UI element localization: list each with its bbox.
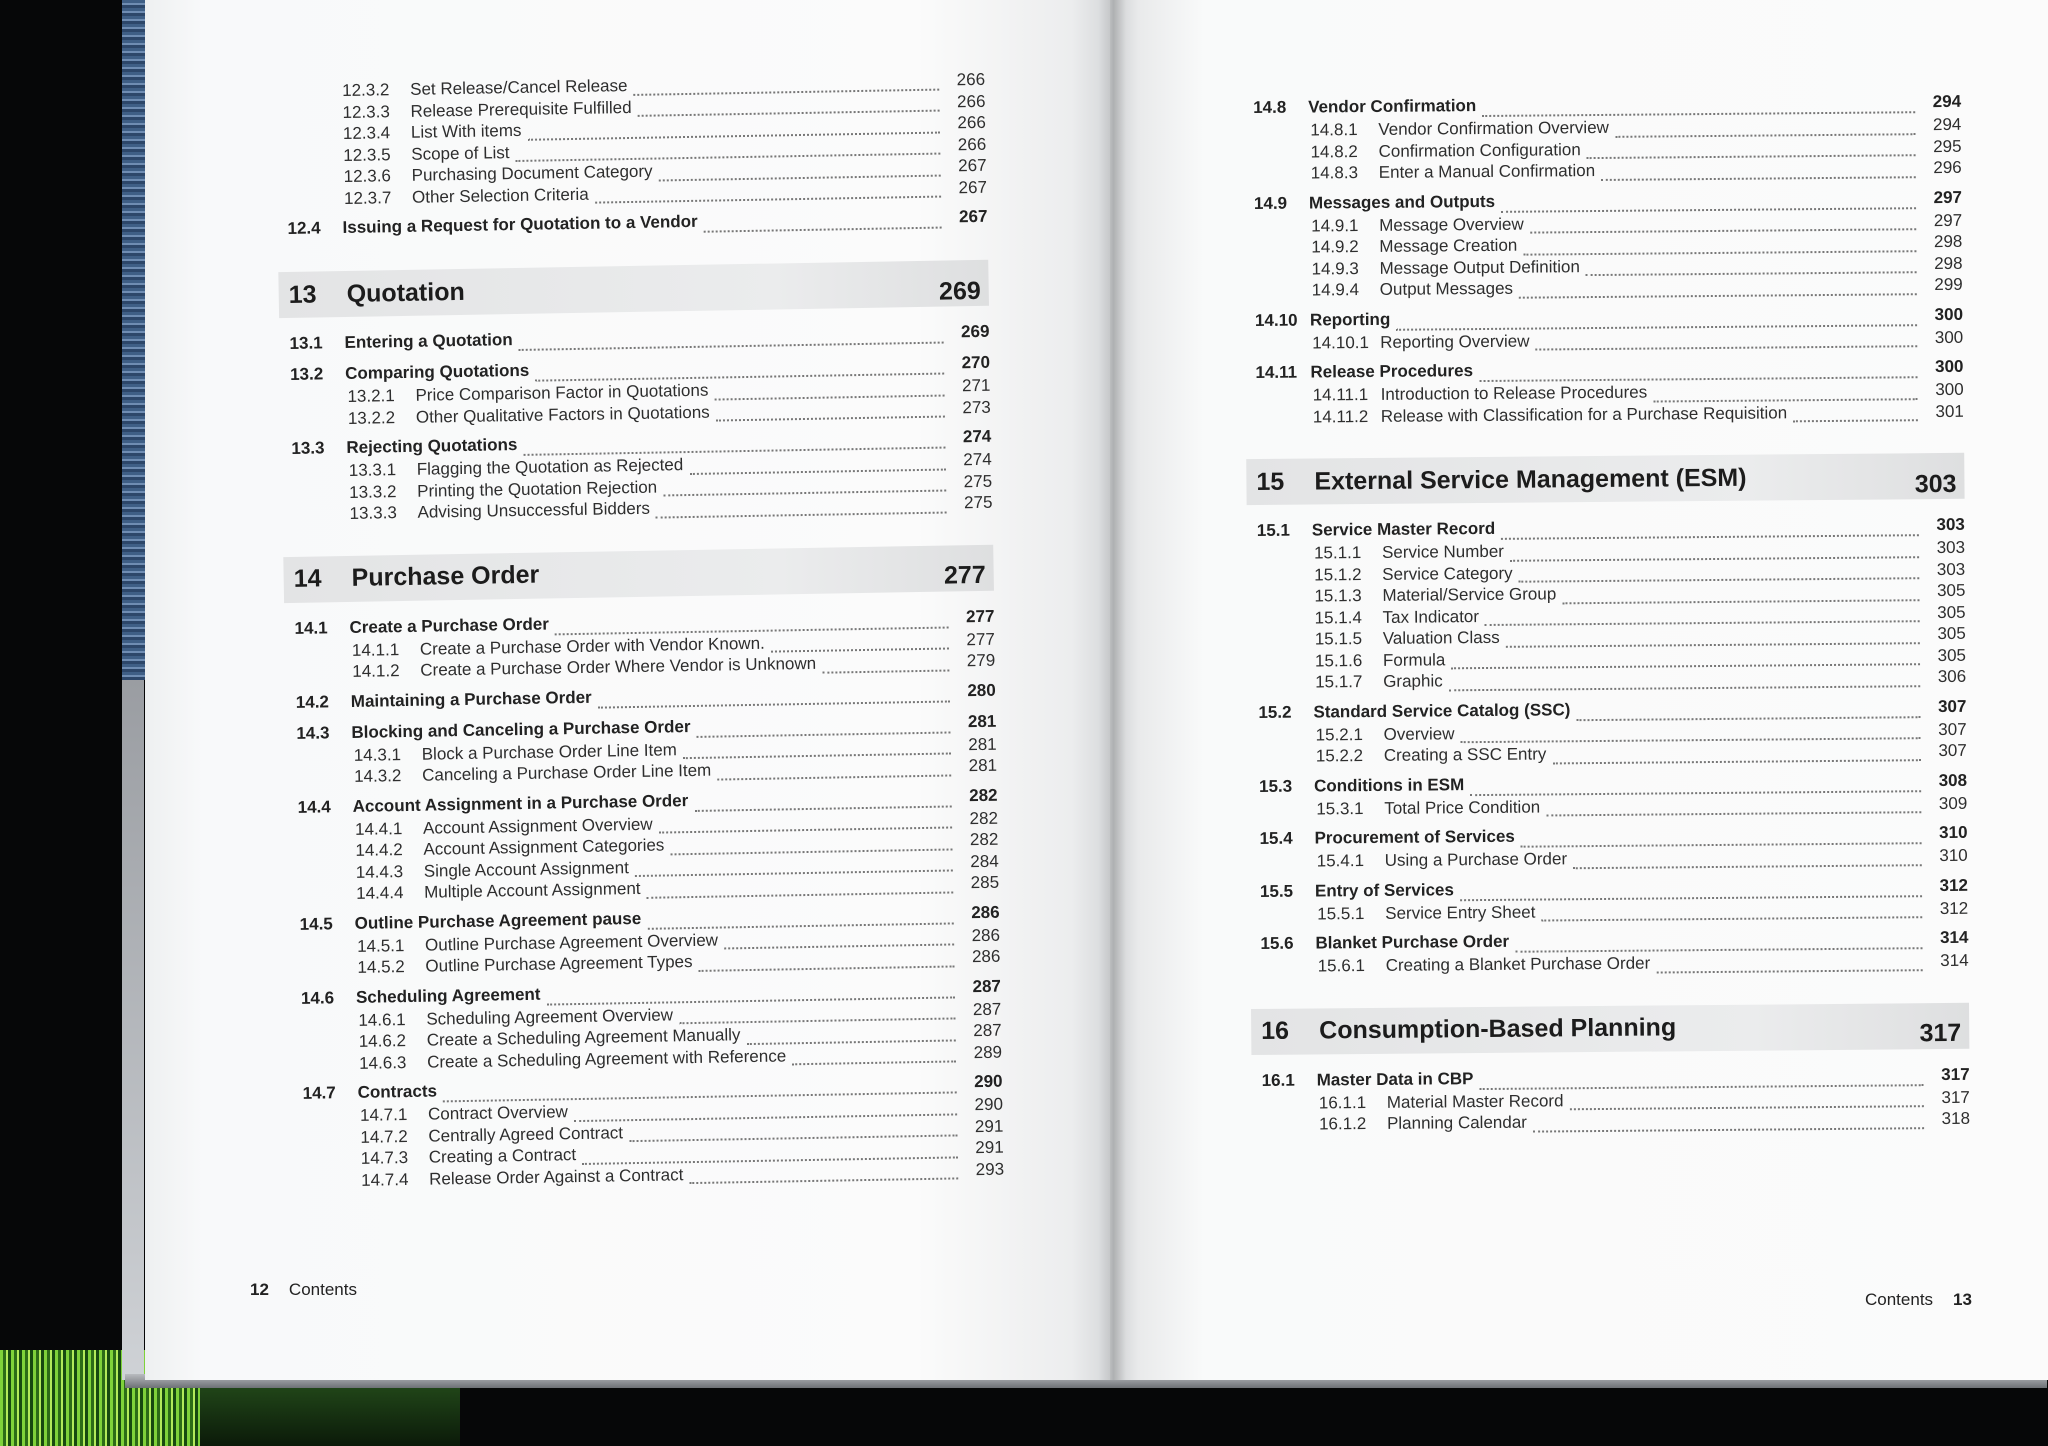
dot-leader	[656, 511, 947, 518]
entry-number: 15.5	[1259, 881, 1294, 901]
entry-page-number: 305	[1937, 645, 1967, 665]
chapter-heading	[1246, 453, 1964, 505]
entry-title: Introduction to Release Procedures	[1380, 382, 1648, 404]
entry-page-number: 290	[974, 1071, 1003, 1092]
entry-page-number: 295	[1933, 136, 1962, 156]
entry-number: 15.1	[1256, 520, 1291, 540]
entry-title: Rejecting Quotations	[346, 435, 518, 457]
entry-number: 16.1.1	[1318, 1092, 1367, 1112]
entry-title: Graphic	[1383, 671, 1443, 691]
entry-page-number: 275	[963, 471, 993, 491]
entry-number: 14.4.2	[355, 840, 403, 860]
chapter-heading	[278, 260, 989, 318]
entry-number: 15.1.3	[1314, 586, 1362, 606]
dot-leader	[1601, 176, 1916, 181]
entry-title: Contract Overview	[427, 1102, 569, 1124]
dot-leader	[1546, 811, 1921, 816]
entry-number: 16.1.2	[1318, 1114, 1367, 1134]
entry-title: Outline Purchase Agreement pause	[354, 908, 642, 933]
dot-leader	[1519, 293, 1917, 298]
entry-title: Entering a Quotation	[344, 330, 513, 352]
chapter-number: 14	[293, 564, 322, 593]
entry-page-number: 299	[1934, 274, 1963, 295]
entry-page-number: 296	[1933, 157, 1962, 178]
entry-number: 13.3	[291, 438, 325, 458]
entry-title: Printing the Quotation Rejection	[416, 477, 658, 501]
entry-page-number: 274	[962, 426, 992, 447]
entry-number: 15.3	[1258, 776, 1293, 796]
chapter-heading	[283, 544, 994, 602]
entry-page-number: 310	[1939, 822, 1968, 843]
entry-page-number: 266	[956, 69, 986, 90]
dot-leader	[717, 774, 951, 780]
entry-title: Create a Scheduling Agreement Manually	[426, 1025, 741, 1050]
entry-number: 13.2.2	[347, 407, 396, 428]
entry-number: 14.8	[1253, 97, 1287, 117]
entry-number: 14.2	[295, 691, 330, 712]
entry-page-number: 269	[960, 321, 990, 342]
entry-page-number: 267	[958, 155, 987, 176]
book-page-edges	[122, 680, 144, 1380]
entry-number: 15.1.6	[1314, 650, 1363, 670]
dot-leader	[519, 342, 944, 351]
chapter-page-number: 269	[938, 276, 981, 306]
entry-page-number: 289	[973, 1042, 1003, 1062]
entry-title: Create a Purchase Order with Vendor Known.	[419, 633, 765, 659]
dot-leader	[598, 700, 950, 708]
entry-number: 12.3.3	[342, 101, 390, 122]
entry-title: Advising Unsuccessful Bidders	[417, 498, 651, 522]
entry-page-number: 287	[972, 976, 1002, 996]
entry-page-number: 312	[1939, 875, 1969, 895]
chapter-title: Purchase Order	[351, 560, 540, 592]
entry-title: Service Entry Sheet	[1385, 902, 1536, 923]
entry-number: 12.3.6	[343, 166, 392, 186]
dot-leader	[792, 1060, 956, 1065]
entry-page-number: 281	[968, 734, 997, 754]
entry-page-number: 317	[1941, 1064, 1970, 1084]
entry-number: 14.9.2	[1311, 237, 1359, 257]
entry-page-number: 314	[1940, 950, 1969, 971]
chapter-page-number: 303	[1914, 469, 1957, 498]
entry-number: 14.4.1	[354, 818, 403, 839]
entry-title: Account Assignment in a Purchase Order	[352, 790, 689, 816]
entry-title: Scheduling Agreement	[355, 984, 541, 1007]
entry-title: Release Procedures	[1310, 361, 1474, 382]
dot-leader	[1552, 759, 1920, 764]
entry-number: 15.6.1	[1317, 956, 1365, 976]
entry-number: 15.2.2	[1315, 746, 1364, 766]
entry-title: Other Qualitative Factors in Quotations	[415, 402, 710, 427]
entry-title: Contracts	[357, 1081, 438, 1102]
entry-title: Outline Purchase Agreement Types	[425, 952, 693, 976]
entry-number: 14.5.2	[357, 957, 405, 977]
entry-number: 14.6.3	[358, 1052, 407, 1073]
entry-number: 14.10	[1254, 310, 1298, 330]
dot-leader	[595, 196, 941, 204]
entry-title: Using a Purchase Order	[1384, 849, 1568, 870]
entry-number: 14.8.3	[1310, 163, 1359, 183]
entry-number: 14.11	[1255, 362, 1298, 382]
entry-title: Procurement of Services	[1314, 826, 1515, 848]
entry-number: 15.1.5	[1314, 629, 1363, 649]
entry-title: Release Order Against a Contract	[428, 1164, 684, 1189]
entry-number: 15.1.1	[1313, 543, 1362, 563]
entry-title: Outline Purchase Agreement Overview	[424, 930, 719, 955]
entry-title: Canceling a Purchase Order Line Item	[421, 760, 712, 785]
left-page	[145, 0, 1110, 1380]
entry-number: 14.5	[299, 913, 333, 934]
chapter-title: External Service Management (ESM)	[1314, 463, 1747, 495]
entry-title: Conditions in ESM	[1313, 774, 1465, 795]
entry-title: Tax Indicator	[1382, 606, 1480, 627]
entry-page-number: 267	[958, 177, 988, 197]
entry-page-number: 286	[971, 902, 1000, 922]
entry-number: 15.1.7	[1315, 672, 1363, 692]
entry-page-number: 294	[1932, 91, 1962, 112]
entry-title: Overview	[1383, 723, 1455, 744]
entry-title: Create a Purchase Order	[349, 613, 550, 637]
entry-number: 12.3.4	[342, 123, 391, 143]
entry-page-number: 318	[1941, 1108, 1971, 1129]
entry-page-number: 307	[1938, 719, 1967, 739]
entry-title: Create a Scheduling Agreement with Reference	[426, 1045, 787, 1072]
entry-number: 15.6	[1260, 933, 1294, 953]
entry-page-number: 301	[1935, 401, 1964, 421]
entry-title: Enter a Manual Confirmation	[1378, 161, 1596, 182]
chapter-number: 13	[288, 279, 317, 309]
entry-number: 14.6.2	[358, 1031, 407, 1051]
entry-page-number: 274	[963, 449, 992, 470]
entry-number: 13.2	[289, 364, 324, 384]
entry-page-number: 285	[970, 872, 1000, 893]
entry-title: Blanket Purchase Order	[1315, 931, 1510, 953]
entry-number: 14.9.4	[1311, 280, 1360, 300]
entry-page-number: 309	[1938, 793, 1968, 813]
entry-number: 13.3.2	[348, 481, 397, 502]
page-number: 13	[1953, 1290, 1972, 1309]
entry-title: Creating a Contract	[428, 1145, 577, 1167]
entry-number: 15.4	[1259, 828, 1293, 848]
entry-title: Scheduling Agreement Overview	[426, 1004, 674, 1029]
dot-leader	[1449, 685, 1920, 691]
dot-leader	[1541, 916, 1922, 921]
entry-number: 12.3.5	[343, 144, 391, 165]
entry-page-number: 305	[1937, 623, 1966, 644]
entry-title: Master Data in CBP	[1316, 1068, 1474, 1089]
entry-title: Release Prerequisite Fulfilled	[410, 97, 632, 121]
entry-title: Valuation Class	[1382, 627, 1500, 648]
entry-page-number: 277	[965, 606, 995, 626]
entry-page-number: 300	[1934, 356, 1964, 377]
entry-number: 14.3.1	[353, 744, 402, 765]
entry-page-number: 305	[1936, 580, 1966, 601]
entry-number: 14.8.1	[1310, 120, 1358, 140]
entry-title: Price Comparison Factor in Quotations	[415, 380, 709, 405]
dot-leader	[1536, 345, 1918, 350]
footer-label: Contents	[1865, 1290, 1934, 1309]
dot-leader	[704, 227, 942, 233]
entry-page-number: 280	[967, 680, 996, 700]
entry-number: 14.7.1	[359, 1105, 408, 1125]
dot-leader	[1656, 969, 1922, 973]
entry-page-number: 282	[969, 829, 999, 850]
entry-number: 15.2.1	[1315, 724, 1363, 744]
entry-page-number: 300	[1934, 304, 1964, 324]
entry-title: Issuing a Request for Quotation to a Vendor	[342, 211, 698, 238]
entry-title: Message Creation	[1379, 235, 1518, 256]
entry-title: Block a Purchase Order Line Item	[421, 739, 677, 764]
entry-page-number: 303	[1936, 537, 1966, 558]
entry-page-number: 297	[1933, 210, 1963, 230]
entry-title: Reporting Overview	[1380, 331, 1530, 352]
entry-number: 14.3	[296, 722, 330, 743]
entry-number: 14.4.4	[356, 883, 404, 903]
chapter-page-number: 317	[1919, 1018, 1962, 1048]
toc-section-entry	[287, 207, 987, 242]
dot-leader	[689, 1177, 958, 1184]
entry-page-number: 267	[958, 206, 988, 227]
entry-number: 14.5.1	[356, 935, 405, 956]
entry-page-number: 281	[967, 711, 997, 731]
entry-title: Service Master Record	[1311, 518, 1496, 540]
chapter-number: 16	[1261, 1016, 1290, 1045]
entry-number: 15.4.1	[1316, 851, 1365, 871]
entry-number: 14.1.2	[352, 661, 400, 681]
entry-page-number: 290	[974, 1094, 1004, 1115]
entry-page-number: 284	[970, 851, 999, 871]
entry-title: Standard Service Catalog (SSC)	[1313, 699, 1571, 721]
entry-title: Scope of List	[411, 142, 510, 164]
entry-page-number: 273	[962, 397, 991, 417]
entry-title: Planning Calendar	[1386, 1112, 1527, 1133]
entry-title: Vendor Confirmation	[1308, 96, 1477, 117]
entry-page-number: 317	[1941, 1087, 1970, 1107]
entry-title: Release with Classification for a Purchase Requisition	[1380, 402, 1788, 426]
entry-title: Material Master Record	[1386, 1090, 1564, 1112]
entry-page-number: 282	[969, 808, 999, 828]
footer-label: Contents	[288, 1280, 357, 1299]
entry-page-number: 286	[971, 925, 1001, 945]
entry-title: Purchasing Document Category	[411, 161, 653, 185]
entry-page-number: 287	[972, 999, 1002, 1019]
entry-title: Other Selection Criteria	[411, 184, 589, 207]
entry-number: 12.3.7	[343, 187, 392, 208]
entry-page-number: 297	[1933, 187, 1963, 207]
entry-page-number: 282	[969, 785, 998, 805]
entry-title: Blocking and Canceling a Purchase Order	[351, 716, 691, 742]
entry-title: Confirmation Configuration	[1378, 139, 1581, 161]
entry-page-number: 307	[1937, 696, 1967, 716]
entry-title: Account Assignment Categories	[423, 835, 665, 859]
dot-leader	[699, 965, 955, 971]
entry-number: 14.7.3	[360, 1148, 409, 1168]
entry-number: 14.1	[294, 617, 328, 638]
entry-number: 13.3.1	[348, 460, 397, 480]
entry-page-number: 310	[1939, 845, 1968, 866]
entry-page-number: 266	[957, 112, 986, 133]
entry-page-number: 291	[974, 1116, 1004, 1136]
entry-number: 14.11.2	[1312, 406, 1369, 426]
entry-number: 14.4	[297, 796, 331, 817]
dot-leader	[1573, 864, 1922, 869]
entry-page-number: 307	[1938, 740, 1967, 761]
entry-number: 14.8.2	[1310, 141, 1358, 161]
entry-number: 14.9.3	[1311, 258, 1359, 278]
entry-number: 15.1.4	[1314, 607, 1362, 627]
entry-number: 14.9.1	[1311, 215, 1359, 235]
left-toc	[285, 70, 1004, 1193]
entry-number: 14.7.2	[360, 1126, 408, 1147]
entry-title: Material/Service Group	[1382, 584, 1557, 605]
entry-title: Flagging the Quotation as Rejected	[416, 455, 684, 479]
dot-leader	[716, 416, 945, 422]
page-number: 12	[250, 1280, 269, 1299]
entry-page-number: 277	[966, 629, 995, 649]
entry-title: Messages and Outputs	[1308, 191, 1496, 213]
entry-number: 15.2	[1258, 702, 1292, 722]
entry-number: 14.9	[1253, 193, 1288, 213]
entry-page-number: 303	[1936, 514, 1965, 535]
entry-number: 13.1	[289, 333, 323, 353]
entry-number: 14.11.1	[1312, 385, 1369, 405]
entry-page-number: 312	[1939, 898, 1969, 918]
entry-page-number: 298	[1934, 253, 1963, 273]
entry-page-number: 308	[1938, 770, 1968, 790]
dot-leader	[1793, 419, 1918, 422]
entry-page-number: 287	[973, 1020, 1002, 1041]
entry-page-number: 303	[1936, 559, 1966, 579]
entry-page-number: 266	[956, 91, 986, 111]
chapter-title: Consumption-Based Planning	[1319, 1013, 1677, 1045]
chapter-title: Quotation	[346, 277, 465, 308]
dot-leader	[647, 891, 954, 898]
entry-title: Comparing Quotations	[344, 360, 530, 383]
entry-number: 12.3.2	[341, 80, 390, 101]
right-page-footer	[1865, 1290, 1972, 1310]
entry-number: 15.5.1	[1317, 903, 1365, 923]
entry-title: Entry of Services	[1314, 879, 1454, 900]
entry-page-number: 300	[1934, 327, 1964, 347]
entry-page-number: 305	[1937, 602, 1966, 622]
entry-number: 14.4.3	[355, 861, 404, 882]
entry-number: 15.3.1	[1316, 798, 1364, 818]
entry-number: 14.1.1	[351, 639, 400, 660]
chapter-page-number: 277	[943, 560, 986, 590]
entry-number: 14.3.2	[353, 766, 402, 786]
entry-title: Vendor Confirmation Overview	[1378, 117, 1609, 139]
entry-page-number: 293	[975, 1159, 1005, 1179]
entry-title: Creating a SSC Entry	[1383, 744, 1547, 765]
entry-title: Total Price Condition	[1384, 797, 1541, 818]
background-dark-green	[200, 1380, 460, 1446]
entry-title: Centrally Agreed Contract	[428, 1122, 624, 1146]
entry-title: Single Account Assignment	[423, 857, 629, 881]
entry-title: Multiple Account Assignment	[423, 878, 641, 902]
entry-page-number: 271	[961, 375, 991, 396]
entry-page-number: 306	[1937, 666, 1967, 687]
left-page-footer	[250, 1280, 357, 1300]
entry-title: Output Messages	[1379, 278, 1514, 299]
entry-page-number: 281	[968, 755, 998, 776]
entry-number: 15.1.2	[1314, 564, 1362, 584]
entry-title: Reporting	[1309, 309, 1391, 330]
entry-number: 16.1	[1261, 1070, 1295, 1090]
entry-page-number: 300	[1935, 379, 1964, 400]
right-toc	[1253, 84, 1970, 1137]
entry-page-number: 314	[1939, 927, 1969, 948]
entry-title: Message Output Definition	[1379, 256, 1580, 278]
entry-page-number: 266	[957, 134, 987, 154]
chapter-heading	[1251, 1002, 1969, 1054]
toc-section-entry	[289, 322, 989, 357]
dot-leader	[822, 669, 949, 673]
book-spine-shadow	[1098, 0, 1126, 1380]
entry-title: Service Number	[1381, 541, 1504, 562]
entry-page-number: 279	[966, 650, 996, 671]
entry-title: Message Overview	[1379, 214, 1524, 235]
entry-number: 13.2.1	[347, 386, 395, 406]
entry-title: Service Category	[1382, 563, 1513, 584]
entry-title: List With items	[410, 120, 522, 142]
entry-title: Maintaining a Purchase Order	[350, 687, 592, 711]
entry-number: 14.6.1	[358, 1009, 406, 1030]
entry-title: Creating a Blanket Purchase Order	[1385, 953, 1651, 975]
entry-number: 14.7	[302, 1083, 336, 1103]
entry-title: Set Release/Cancel Release	[409, 76, 628, 99]
chapter-number: 15	[1256, 467, 1285, 496]
right-page	[1110, 0, 2048, 1380]
entry-title: Create a Purchase Order Where Vendor is Unknown	[420, 653, 817, 680]
entry-number: 13.3.3	[349, 503, 397, 523]
entry-number: 14.6	[300, 987, 335, 1008]
entry-number: 12.4	[287, 218, 321, 238]
dot-leader	[1533, 1127, 1924, 1132]
entry-page-number: 286	[971, 946, 1001, 967]
entry-title: Formula	[1382, 649, 1446, 670]
entry-page-number: 291	[975, 1137, 1004, 1158]
entry-title: Account Assignment Overview	[422, 814, 653, 838]
entry-number: 14.7.4	[361, 1169, 409, 1190]
entry-number: 14.10.1	[1312, 332, 1370, 352]
entry-page-number: 294	[1932, 114, 1962, 135]
toc-section-entry	[296, 680, 996, 715]
entry-page-number: 298	[1933, 231, 1963, 252]
entry-page-number: 270	[961, 352, 991, 373]
entry-page-number: 275	[963, 492, 993, 513]
